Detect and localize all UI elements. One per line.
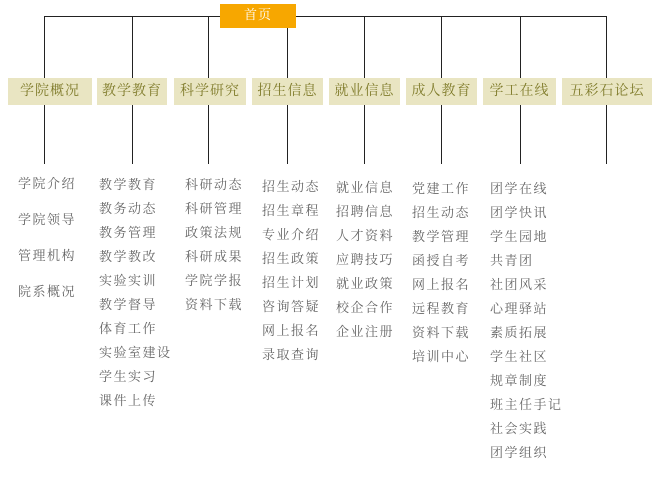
list-item[interactable]: 人才资料 bbox=[336, 229, 395, 244]
list-item[interactable]: 录取查询 bbox=[262, 348, 321, 363]
sub-list-jiaoxue-jiaoyu bbox=[99, 174, 172, 414]
list-item[interactable]: 规章制度 bbox=[490, 374, 549, 389]
section-kexue-yanjiu[interactable]: 科学研究 bbox=[174, 78, 246, 105]
list-item[interactable]: 学生园地 bbox=[490, 230, 549, 245]
list-item[interactable]: 就业政策 bbox=[336, 277, 395, 292]
list-item[interactable]: 体育工作 bbox=[99, 322, 158, 337]
list-item[interactable]: 学院学报 bbox=[185, 274, 244, 289]
sub-list-xuegong-zaixian bbox=[490, 178, 563, 466]
sub-list-xueyuan-gaikuang bbox=[18, 167, 76, 311]
sub-list-zhaosheng-xinxi bbox=[262, 176, 320, 368]
list-item[interactable]: 网上报名 bbox=[412, 278, 471, 293]
list-item[interactable]: 应聘技巧 bbox=[336, 253, 395, 268]
list-item[interactable]: 教务动态 bbox=[99, 202, 158, 217]
section-xuegong-zaixian[interactable]: 学工在线 bbox=[483, 78, 556, 105]
list-item[interactable]: 招生动态 bbox=[412, 206, 471, 221]
list-item[interactable]: 教学督导 bbox=[99, 298, 158, 313]
sub-list-jiuye-xinxi bbox=[336, 177, 394, 345]
section-zhaosheng-xinxi[interactable]: 招生信息 bbox=[252, 78, 323, 105]
home-node[interactable]: 首页 bbox=[220, 4, 296, 28]
list-item[interactable]: 教学教育 bbox=[99, 178, 158, 193]
sub-list-chengren-jiaoyu bbox=[412, 178, 470, 370]
list-item[interactable]: 科研管理 bbox=[185, 202, 244, 217]
list-item[interactable]: 函授自考 bbox=[412, 254, 471, 269]
list-item[interactable]: 就业信息 bbox=[336, 181, 395, 196]
list-item[interactable]: 招生动态 bbox=[262, 180, 321, 195]
list-item[interactable]: 团学在线 bbox=[490, 182, 549, 197]
list-item[interactable]: 实验室建设 bbox=[99, 346, 172, 361]
list-item[interactable]: 教学教改 bbox=[99, 250, 158, 265]
list-item[interactable]: 远程教育 bbox=[412, 302, 471, 317]
list-item[interactable]: 校企合作 bbox=[336, 301, 395, 316]
list-item[interactable]: 社团风采 bbox=[490, 278, 549, 293]
list-item[interactable]: 咨询答疑 bbox=[262, 300, 321, 315]
section-wucaishi-luntan[interactable]: 五彩石论坛 bbox=[562, 78, 652, 105]
list-item[interactable]: 管理机构 bbox=[18, 249, 77, 264]
list-item[interactable]: 教学管理 bbox=[412, 230, 471, 245]
list-item[interactable]: 资料下载 bbox=[412, 326, 471, 341]
sub-list-kexue-yanjiu bbox=[185, 174, 243, 318]
list-item[interactable]: 党建工作 bbox=[412, 182, 471, 197]
list-item[interactable]: 团学快讯 bbox=[490, 206, 549, 221]
section-chengren-jiaoyu[interactable]: 成人教育 bbox=[406, 78, 477, 105]
list-item[interactable]: 专业介绍 bbox=[262, 228, 321, 243]
list-item[interactable]: 科研成果 bbox=[185, 250, 244, 265]
list-item[interactable]: 网上报名 bbox=[262, 324, 321, 339]
list-item[interactable]: 招生章程 bbox=[262, 204, 321, 219]
list-item[interactable]: 素质拓展 bbox=[490, 326, 549, 341]
list-item[interactable]: 学生社区 bbox=[490, 350, 549, 365]
list-item[interactable]: 企业注册 bbox=[336, 325, 395, 340]
list-item[interactable]: 教务管理 bbox=[99, 226, 158, 241]
list-item[interactable]: 政策法规 bbox=[185, 226, 244, 241]
section-jiaoxue-jiaoyu[interactable]: 教学教育 bbox=[97, 78, 167, 105]
list-item[interactable]: 心理驿站 bbox=[490, 302, 549, 317]
list-item[interactable]: 培训中心 bbox=[412, 350, 471, 365]
list-item[interactable]: 学院介绍 bbox=[18, 177, 77, 192]
list-item[interactable]: 课件上传 bbox=[99, 394, 158, 409]
list-item[interactable]: 招聘信息 bbox=[336, 205, 395, 220]
list-item[interactable]: 院系概况 bbox=[18, 285, 77, 300]
list-item[interactable]: 班主任手记 bbox=[490, 398, 563, 413]
list-item[interactable]: 共青团 bbox=[490, 254, 534, 269]
list-item[interactable]: 招生政策 bbox=[262, 252, 321, 267]
list-item[interactable]: 学生实习 bbox=[99, 370, 158, 385]
list-item[interactable]: 学院领导 bbox=[18, 213, 77, 228]
list-item[interactable]: 团学组织 bbox=[490, 446, 549, 461]
section-xueyuan-gaikuang[interactable]: 学院概况 bbox=[8, 78, 92, 105]
list-item[interactable]: 科研动态 bbox=[185, 178, 244, 193]
list-item[interactable]: 招生计划 bbox=[262, 276, 321, 291]
list-item[interactable]: 社会实践 bbox=[490, 422, 549, 437]
list-item[interactable]: 资料下载 bbox=[185, 298, 244, 313]
section-jiuye-xinxi[interactable]: 就业信息 bbox=[329, 78, 400, 105]
list-item[interactable]: 实验实训 bbox=[99, 274, 158, 289]
